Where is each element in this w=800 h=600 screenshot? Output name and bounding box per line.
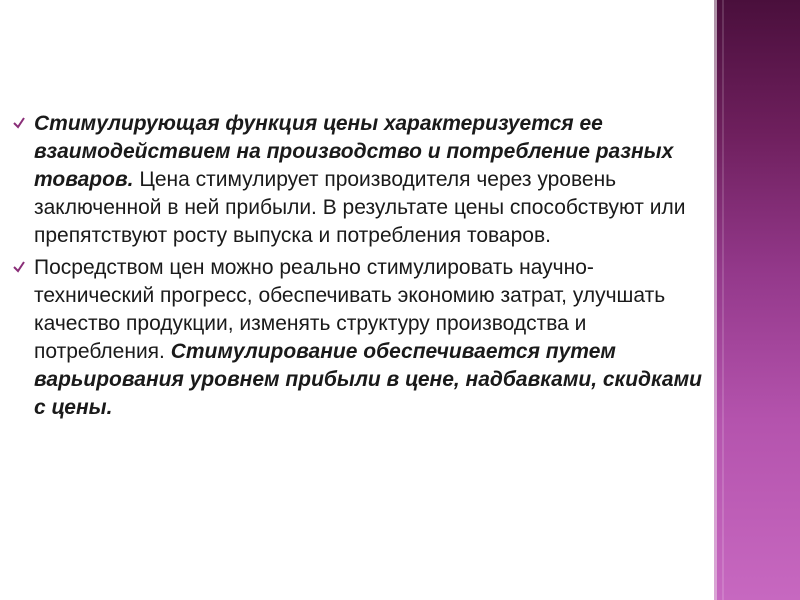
bullet-lead-bold: Стимулирующая функция цены характеризуется ее взаимодействием на производство и потребление разных товаров. bbox=[34, 112, 674, 191]
bullet-body: Посредством цен можно реально стимулировать научно-технический прогресс, обеспечивать экономию затрат, улучшать качество продукции, изменять структуру производства и потребления. bbox=[34, 256, 666, 363]
checkmark-icon bbox=[12, 254, 28, 282]
bullet-tail-bold: Стимулирование обеспечивается путем варьирования уровнем прибыли в цене, надбавками, скидками с цены. bbox=[34, 340, 702, 419]
bullet-body: Цена стимулирует производителя через уровень заключенной в ней прибыли. В результате цены способствуют или препятствуют росту выпуска и потребления товаров. bbox=[34, 168, 686, 247]
bullet-item bbox=[12, 254, 712, 422]
side-decor-edge bbox=[714, 0, 717, 600]
bullet-item bbox=[12, 110, 712, 250]
slide-body bbox=[12, 110, 712, 426]
checkmark-icon bbox=[12, 110, 28, 138]
side-decor-band bbox=[714, 0, 800, 600]
side-decor-stripe bbox=[722, 0, 724, 600]
